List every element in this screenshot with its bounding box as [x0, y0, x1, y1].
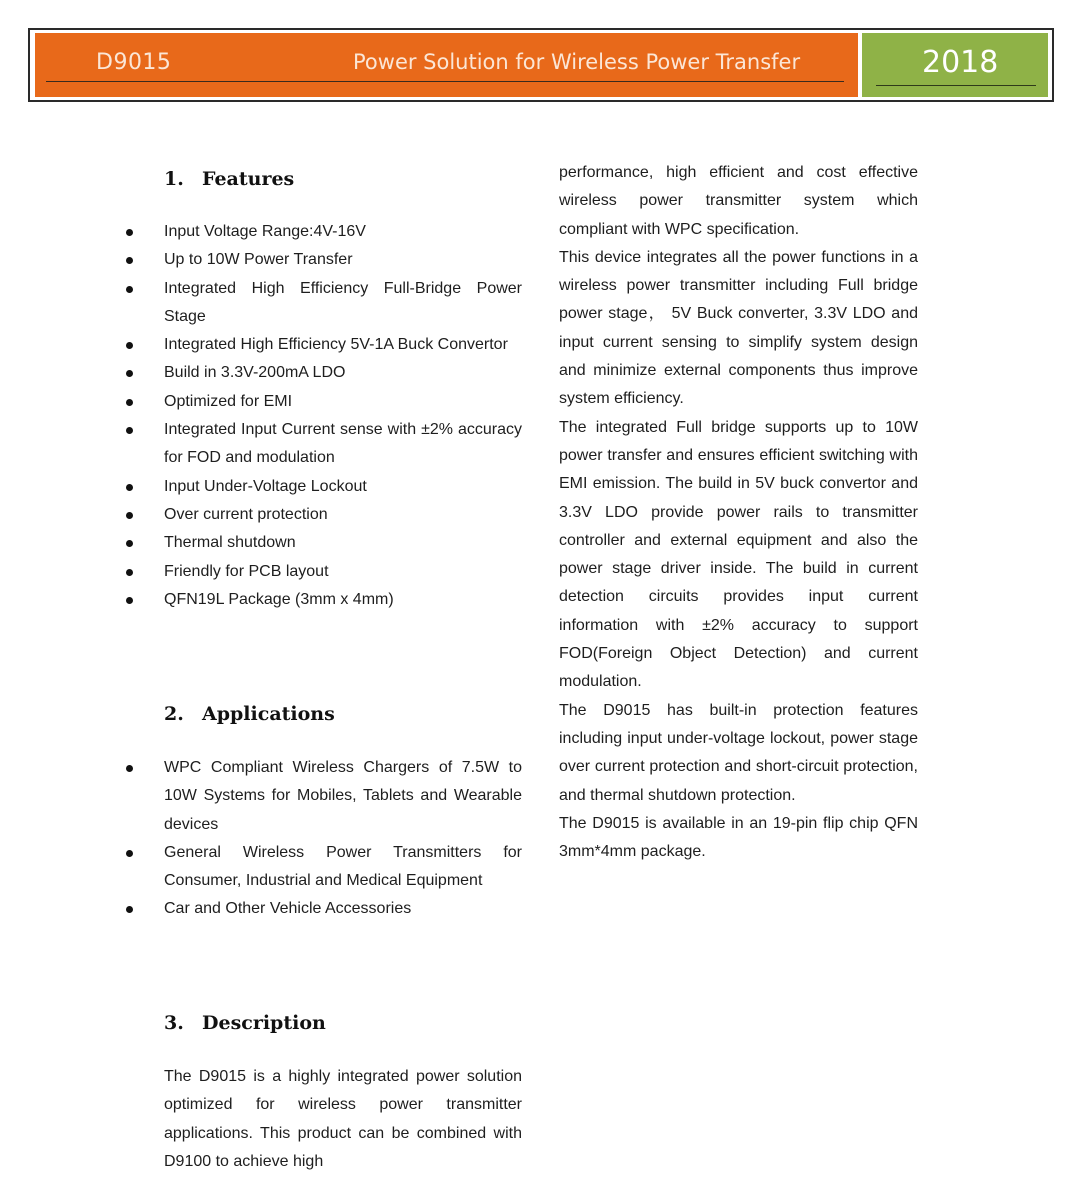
description-paragraph: The D9015 has built-in protection features including input under-voltage lockout, power stage over current protection and short-circuit protection, and thermal shutdown protection. [559, 701, 918, 804]
features-list-item: Friendly for PCB layout [0, 558, 522, 586]
features-list [0, 218, 522, 614]
applications-list-item: General Wireless Power Transmitters for Consumer, Industrial and Medical Equipment [0, 839, 522, 896]
features-list-item: Optimized for EMI [0, 388, 522, 416]
bullet-icon [126, 569, 133, 576]
bullet-icon [126, 370, 133, 377]
bullet-icon [126, 257, 133, 264]
features-list-item: Build in 3.3V-200mA LDO [0, 359, 522, 387]
bullet-icon [126, 286, 133, 293]
features-list-item: Integrated High Efficiency 5V-1A Buck Convertor [0, 331, 522, 359]
description-paragraph: The D9015 is available in an 19-pin flip chip QFN 3mm*4mm package. [559, 814, 918, 861]
applications-heading-number: 2. [164, 703, 184, 725]
description-heading [164, 1012, 326, 1034]
applications-heading-text: Applications [202, 703, 335, 725]
bullet-icon [126, 597, 133, 604]
description-paragraph: This device integrates all the power functions in a wireless power transmitter including Full bridge power stage， 5V Buck converter, 3.3V LDO and input current sensing to simplify system design and minimize external components thus improve system efficiency. [559, 248, 918, 408]
applications-list-item: WPC Compliant Wireless Chargers of 7.5W to 10W Systems for Mobiles, Tablets and Wearable devices [0, 754, 522, 839]
description-heading-text: Description [202, 1012, 326, 1034]
bullet-icon [126, 850, 133, 857]
features-list-item: QFN19L Package (3mm x 4mm) [0, 586, 522, 614]
features-heading [164, 168, 294, 190]
features-list-item: Input Under-Voltage Lockout [0, 473, 522, 501]
header-title: Power Solution for Wireless Power Transfer [353, 50, 801, 74]
header-part-number: D9015 [96, 50, 172, 75]
applications-list-item: Car and Other Vehicle Accessories [0, 895, 522, 923]
applications-heading [164, 703, 335, 725]
bullet-icon [126, 765, 133, 772]
bullet-icon [126, 427, 133, 434]
header-rule-orange [46, 81, 844, 82]
features-list-item: Integrated High Efficiency Full-Bridge Power Stage [0, 275, 522, 332]
bullet-icon [126, 229, 133, 236]
bullet-icon [126, 512, 133, 519]
description-paragraph: The integrated Full bridge supports up to 10W power transfer and ensures efficient switching with EMI emission. The build in 5V buck convertor and 3.3V LDO provide power rails to transmitter controller and external equipment and also the power stage driver inside. The build in current detection circuits provides input current information with ±2% accuracy to support FOD(Foreign Object Detection) and current modulation. [559, 418, 918, 691]
features-list-item: Over current protection [0, 501, 522, 529]
features-list-item: Input Voltage Range:4V-16V [0, 218, 522, 246]
features-list-item: Thermal shutdown [0, 529, 522, 557]
description-paragraph: performance, high efficient and cost effective wireless power transmitter system which compliant with WPC specification. [559, 164, 918, 238]
features-list-item: Integrated Input Current sense with ±2% accuracy for FOD and modulation [0, 416, 522, 473]
header-year: 2018 [922, 45, 999, 80]
features-heading-text: Features [202, 168, 295, 190]
features-heading-number: 1. [164, 168, 184, 190]
bullet-icon [126, 906, 133, 913]
header-rule-green [876, 85, 1036, 86]
applications-list [0, 754, 522, 924]
bullet-icon [126, 342, 133, 349]
bullet-icon [126, 484, 133, 491]
description-heading-number: 3. [164, 1012, 184, 1034]
description-left-text: The D9015 is a highly integrated power solution optimized for wireless power transmitter applications. This product can be combined with D9100 to achieve high [164, 1068, 522, 1170]
bullet-icon [126, 540, 133, 547]
bullet-icon [126, 399, 133, 406]
description-right-column [559, 159, 918, 866]
features-list-item: Up to 10W Power Transfer [0, 246, 522, 274]
